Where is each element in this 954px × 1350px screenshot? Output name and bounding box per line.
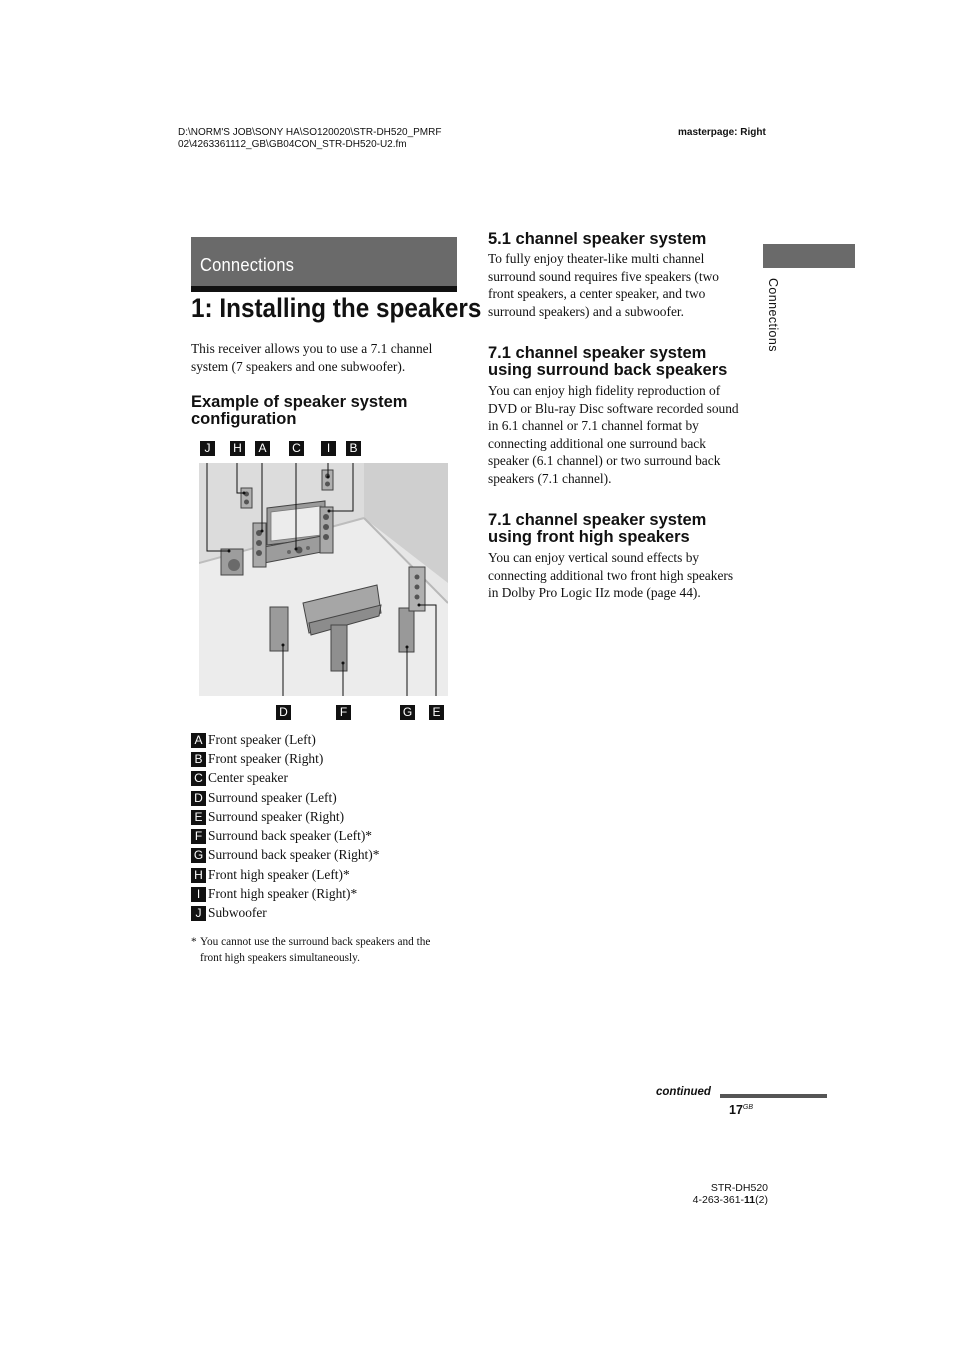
legend-item [191, 770, 288, 786]
legend-item [191, 732, 316, 748]
legend-key: D [191, 791, 206, 806]
legend-item [191, 886, 357, 902]
diagram-label-f: F [336, 705, 351, 720]
paragraph-line: connecting additional one surround back [488, 435, 706, 451]
legend-text: Front high speaker (Left)* [208, 867, 350, 882]
footnote-mark: * [191, 936, 197, 948]
legend-item [191, 751, 323, 767]
diagram-label-j: J [200, 441, 215, 456]
footnote [200, 934, 462, 966]
legend-text: Surround back speaker (Right)* [208, 847, 380, 862]
page-title: 1: Installing the speakers [191, 293, 482, 323]
intro-paragraph: This receiver allows you to use a 7.1 channel system (7 speakers and one subwoofer). [191, 341, 433, 374]
paragraph-line: DVD or Blu-ray Disc software recorded sound [488, 400, 739, 416]
section-header-bar [191, 237, 457, 292]
legend-item [191, 847, 379, 863]
paragraph-line: speaker (6.1 channel) or two surround back [488, 453, 721, 469]
paragraph-line: in 6.1 channel or 7.1 channel format by [488, 418, 699, 434]
file-path [178, 127, 441, 151]
diagram-label-e: E [429, 705, 444, 720]
diagram-label-i: I [321, 441, 336, 456]
legend-item [191, 790, 337, 806]
paragraph-line: surround sound requires five speakers (two [488, 268, 719, 284]
part-code-suffix: (2) [755, 1194, 768, 1206]
heading-line: using front high speakers [488, 528, 690, 546]
continued-label: continued [656, 1086, 711, 1098]
paragraph-7-1-front-high [488, 549, 758, 602]
legend-text: Front speaker (Right) [208, 751, 324, 766]
diagram-label-a: A [255, 441, 270, 456]
diagram-label-b: B [346, 441, 361, 456]
legend-text: Front speaker (Left) [208, 732, 316, 747]
footnote-line-2: front high speakers simultaneously. [200, 952, 360, 964]
legend-item [191, 828, 372, 844]
page-number-suffix: GB [742, 1103, 754, 1111]
diagram-label-c: C [289, 441, 304, 456]
paragraph-line: in Dolby Pro Logic IIz mode (page 44). [488, 585, 701, 601]
paragraph-5-1-channel [488, 250, 758, 320]
file-path-line-2: 02\4263361112_GB\GB04CON_STR-DH520-U2.fm [178, 139, 407, 150]
legend-key: J [191, 906, 206, 921]
legend-key: C [191, 771, 206, 786]
paragraph-7-1-surround-back [488, 382, 758, 488]
heading-5-1-channel: 5.1 channel speaker system [488, 230, 707, 248]
continued-rule [720, 1094, 827, 1098]
paragraph-line: You can enjoy high fidelity reproduction of [488, 383, 721, 398]
heading-7-1-front-high [488, 512, 706, 546]
side-tab-label: Connections [766, 278, 780, 352]
legend-text: Surround back speaker (Left)* [208, 828, 372, 843]
model-number: STR-DH520 [710, 1182, 768, 1194]
legend-key: I [191, 887, 206, 902]
paragraph-line: You can enjoy vertical sound effects by [488, 550, 700, 565]
legend-key: A [191, 733, 206, 748]
section-title: Connections [200, 255, 295, 275]
page-number [729, 1103, 753, 1117]
legend-item [191, 905, 267, 921]
masterpage-label: masterpage: Right [678, 127, 766, 138]
file-path-line-1: D:\NORM'S JOB\SONY HA\SO120020\STR-DH520_PMRF [178, 127, 442, 138]
legend-key: B [191, 752, 206, 767]
diagram-label-g: G [400, 705, 415, 720]
heading-line: 7.1 channel speaker system [488, 511, 707, 529]
legend-text: Front high speaker (Right)* [208, 886, 358, 901]
page-number-value: 17 [729, 1103, 743, 1117]
paragraph-line: To fully enjoy theater-like multi channel [488, 251, 705, 266]
paragraph-line: front speakers, a center speaker, and two [488, 286, 706, 302]
example-heading: Example of speaker system configuration [191, 393, 408, 428]
diagram-label-d: D [276, 705, 291, 720]
side-tab [763, 244, 855, 268]
paragraph-line: speakers (7.1 channel). [488, 470, 612, 486]
legend-key: H [191, 868, 206, 883]
section-rule [191, 286, 457, 292]
legend-text: Subwoofer [208, 905, 267, 920]
legend-key: F [191, 829, 206, 844]
legend-key: G [191, 848, 206, 863]
part-code-bold: 11 [744, 1194, 756, 1206]
heading-7-1-surround-back [488, 345, 727, 379]
legend-text: Surround speaker (Left) [208, 790, 337, 805]
legend-key: E [191, 810, 206, 825]
paragraph-line: connecting additional two front high speakers [488, 567, 734, 583]
legend-text: Surround speaker (Right) [208, 809, 345, 824]
legend-text: Center speaker [208, 770, 288, 785]
heading-line: using surround back speakers [488, 361, 728, 379]
speaker-room-illustration [199, 463, 448, 696]
part-code-prefix: 4-263-361- [692, 1194, 745, 1206]
part-code [660, 1194, 768, 1206]
heading-line: 7.1 channel speaker system [488, 344, 707, 362]
diagram-label-h: H [230, 441, 245, 456]
footnote-line-1: You cannot use the surround back speakers and the [200, 936, 431, 948]
legend-item [191, 867, 350, 883]
legend-item [191, 809, 344, 825]
paragraph-line: surround speakers) and a subwoofer. [488, 303, 684, 319]
